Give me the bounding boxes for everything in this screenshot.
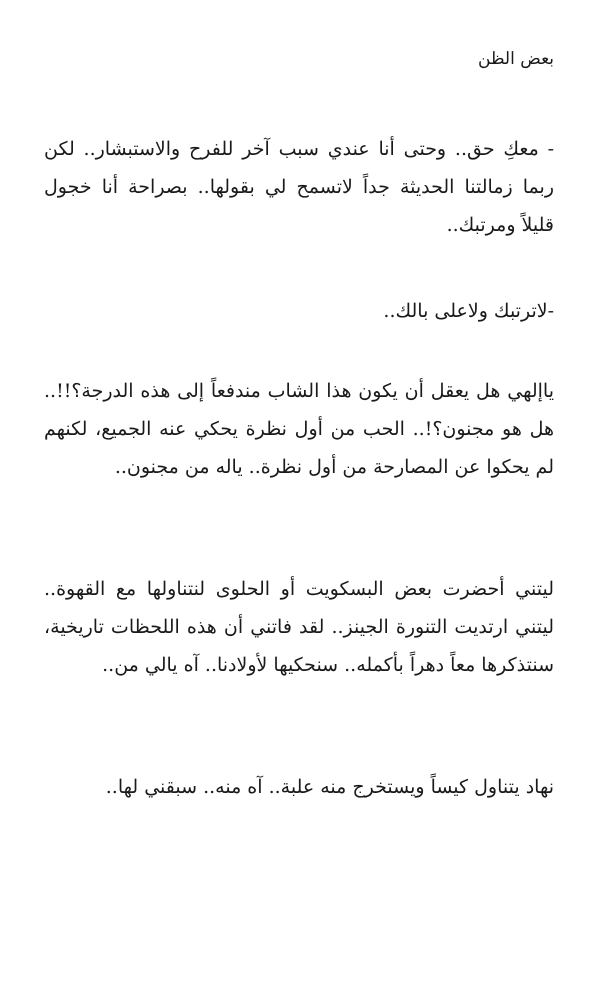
paragraph-3: ياإلهي هل يعقل أن يكون هذا الشاب مندفعاً إلى هذه الدرجة؟!!.. هل هو مجنون؟!.. الحب من أول نظرة يحكي عنه الجميع، لكنهم لم يحكوا عن المصارحة من أول نظرة.. ياله من مجنون..: [44, 380, 554, 478]
paragraph-4: ليتني أحضرت بعض البسكويت أو الحلوى لنتناولها مع القهوة.. ليتني ارتديت التنورة الجينز.. لقد فاتني أن هذه اللحظات تاريخية، سنتذكرها معاً دهراً بأكمله.. سنحكيها لأولادنا.. آه يالي من..: [44, 578, 554, 676]
paragraph-2: -لاترتبك ولاعلى بالك..: [383, 300, 554, 322]
paragraph-5: نهاد يتناول كيساً ويستخرج منه علبة.. آه منه.. سبقني لها..: [105, 776, 554, 798]
paragraph-1: - معكِ حق.. وحتى أنا عندي سبب آخر للفرح والاستبشار.. لكن ربما زمالتنا الحديثة جداً لاتسمح لي بقولها.. بصراحة أنا خجول قليلاً ومرتبك..: [44, 138, 554, 236]
chapter-title: بعض الظن: [478, 49, 554, 69]
